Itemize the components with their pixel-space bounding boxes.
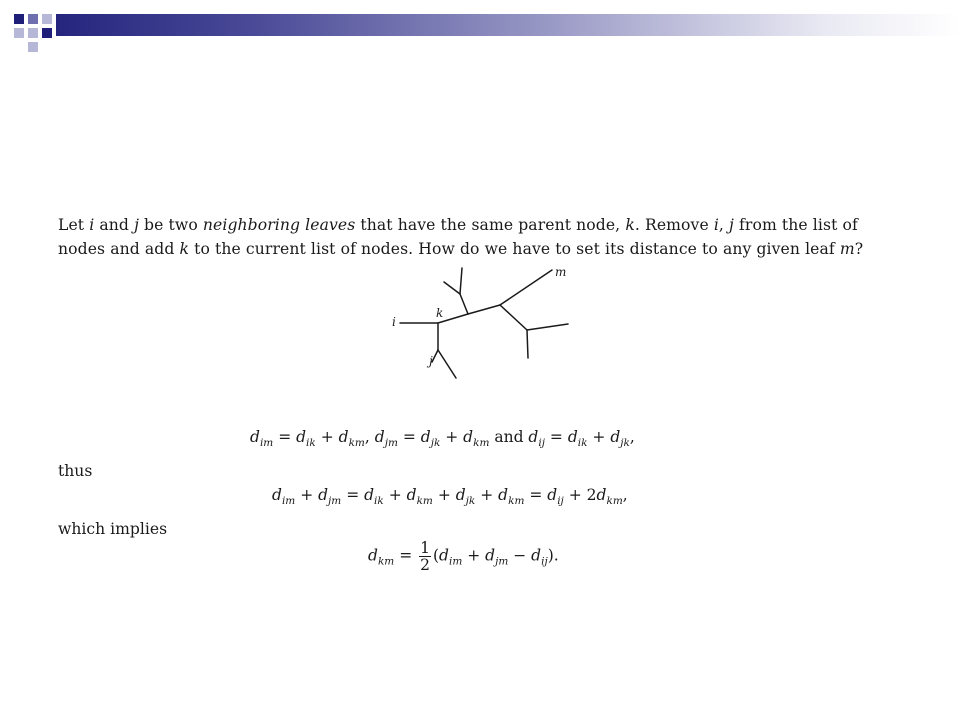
var-i: i (89, 216, 95, 234)
edge-j (432, 350, 438, 362)
var-m: m (839, 240, 855, 258)
label-i: i (392, 315, 396, 329)
emphasis-neighboring-leaves: neighboring leaves (202, 216, 356, 234)
edge-c-d (500, 305, 527, 330)
intro-paragraph: Let i and j be two neighboring leaves that have the same parent node, k. Remove i, j from the list of nodes and add k to the current list of nodes. How do we have to set its distance to any given leaf m? (58, 216, 864, 258)
edge-c-m (500, 270, 552, 305)
header-square-3 (42, 14, 52, 24)
edge-b-left (444, 282, 460, 294)
var-k: k (625, 216, 635, 234)
edge-a-c (468, 305, 500, 314)
edge-a-b (460, 294, 468, 314)
label-m: m (555, 265, 567, 279)
label-j: j (429, 354, 433, 368)
equation-1: $d_{im} = d_{ik} + d_{km}$, $d_{jm} = d_{jk} + d_{km}$ and $d_{ij} = d_{ik} + d_{jk}$, (250, 428, 635, 449)
equation-3: $d_{km}$ = $\frac{1}{2}$ $(d_{im} + d_{jm} - d_{ij})$. (368, 539, 559, 574)
header-gradient-bar (56, 14, 960, 36)
implies-label: which implies (58, 520, 168, 538)
header-square-2 (28, 14, 38, 24)
edge-lower-right (438, 350, 456, 378)
header-square-5 (28, 28, 38, 38)
thus-label: thus (58, 462, 93, 480)
edge-d-down (527, 330, 528, 358)
tree-diagram (380, 262, 580, 384)
edge-d-right (527, 324, 568, 330)
equation-2: $d_{im} + d_{jm} = d_{ik} + d_{km} + d_{jk} + d_{km} = d_{ij} + 2d_{km}$, (272, 486, 628, 507)
header-square-6 (42, 28, 52, 38)
fraction-one-half: $\frac{1}{2}$ (420, 539, 430, 574)
header-square-7 (28, 42, 38, 52)
header-square-1 (14, 14, 24, 24)
var-j: j (134, 216, 139, 234)
edge-b-top (460, 268, 462, 294)
header-square-4 (14, 28, 24, 38)
label-k: k (436, 306, 444, 320)
